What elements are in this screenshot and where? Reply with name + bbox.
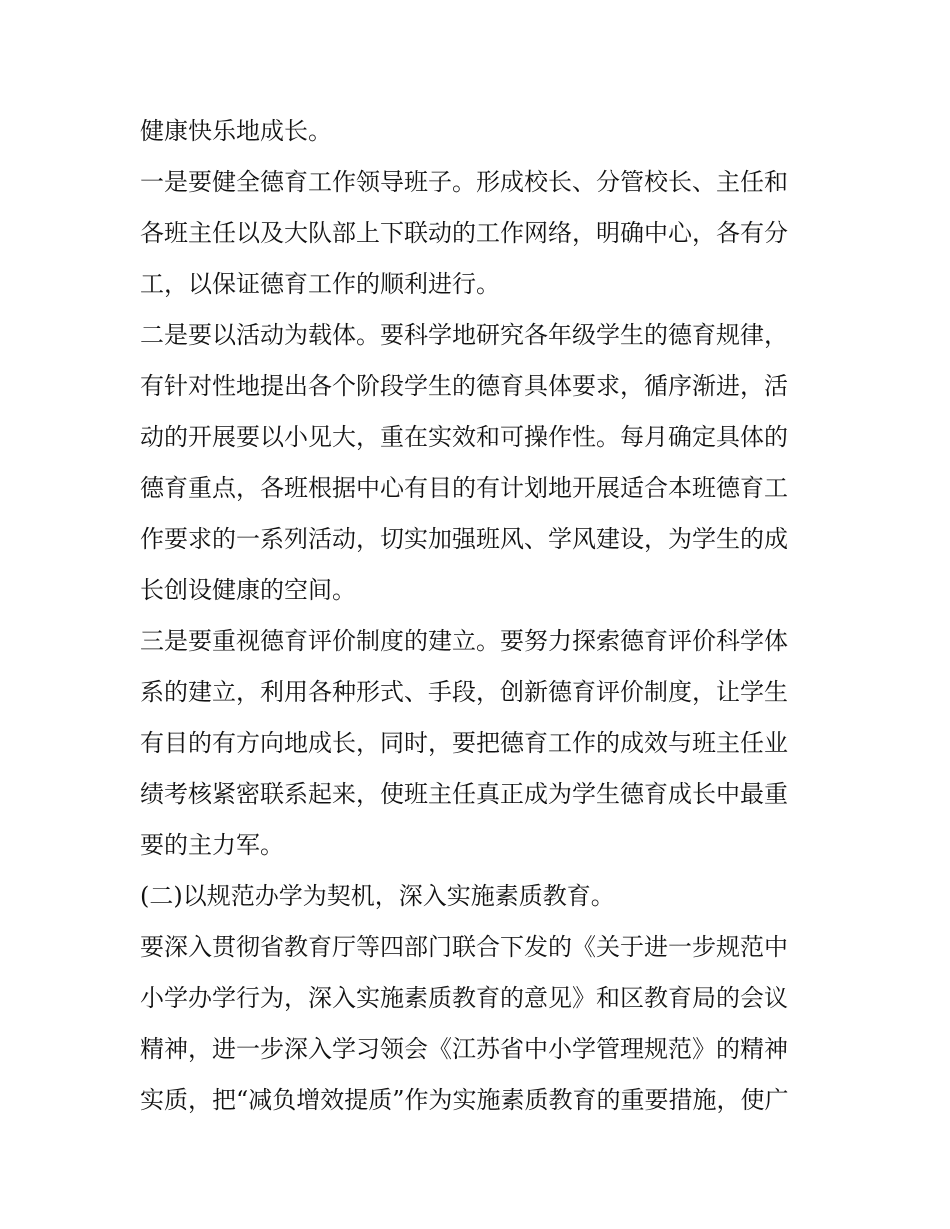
text-line: 动的开展要以小见大，重在实效和可操作性。每月确定具体的: [140, 423, 788, 451]
text-line: 有针对性地提出各个阶段学生的德育具体要求，循序渐进，活: [140, 372, 788, 400]
text-line: 健康快乐地成长。: [140, 117, 332, 145]
document-body: [140, 106, 820, 1126]
text-line: 绩考核紧密联系起来，使班主任真正成为学生德育成长中最重: [140, 780, 788, 808]
text-line: 长创设健康的空间。: [140, 576, 356, 604]
text-line: 有目的有方向地成长，同时，要把德育工作的成效与班主任业: [140, 729, 788, 757]
text-line: 精神，进一步深入学习领会《江苏省中小学管理规范》的精神: [140, 1035, 788, 1063]
text-line: (二)以规范办学为契机，深入实施素质教育。: [140, 882, 615, 910]
text-line: 德育重点，各班根据中心有目的有计划地开展适合本班德育工: [140, 474, 788, 502]
text-line: 要深入贯彻省教育厅等四部门联合下发的《关于进一步规范中: [140, 933, 788, 961]
text-line: 实质，把“减负增效提质”作为实施素质教育的重要措施，使广: [140, 1086, 789, 1114]
text-line: 小学办学行为，深入实施素质教育的意见》和区教育局的会议: [140, 984, 788, 1012]
text-line: 二是要以活动为载体。要科学地研究各年级学生的德育规律，: [140, 321, 788, 349]
text-line: 系的建立，利用各种形式、手段，创新德育评价制度，让学生: [140, 678, 788, 706]
text-line: 要的主力军。: [140, 831, 284, 859]
text-line: 工，以保证德育工作的顺利进行。: [140, 270, 500, 298]
text-line: 各班主任以及大队部上下联动的工作网络，明确中心，各有分: [140, 219, 788, 247]
text-line: 三是要重视德育评价制度的建立。要努力探索德育评价科学体: [140, 627, 788, 655]
text-line: 作要求的一系列活动，切实加强班风、学风建设，为学生的成: [140, 525, 788, 553]
text-line: 一是要健全德育工作领导班子。形成校长、分管校长、主任和: [140, 168, 788, 196]
